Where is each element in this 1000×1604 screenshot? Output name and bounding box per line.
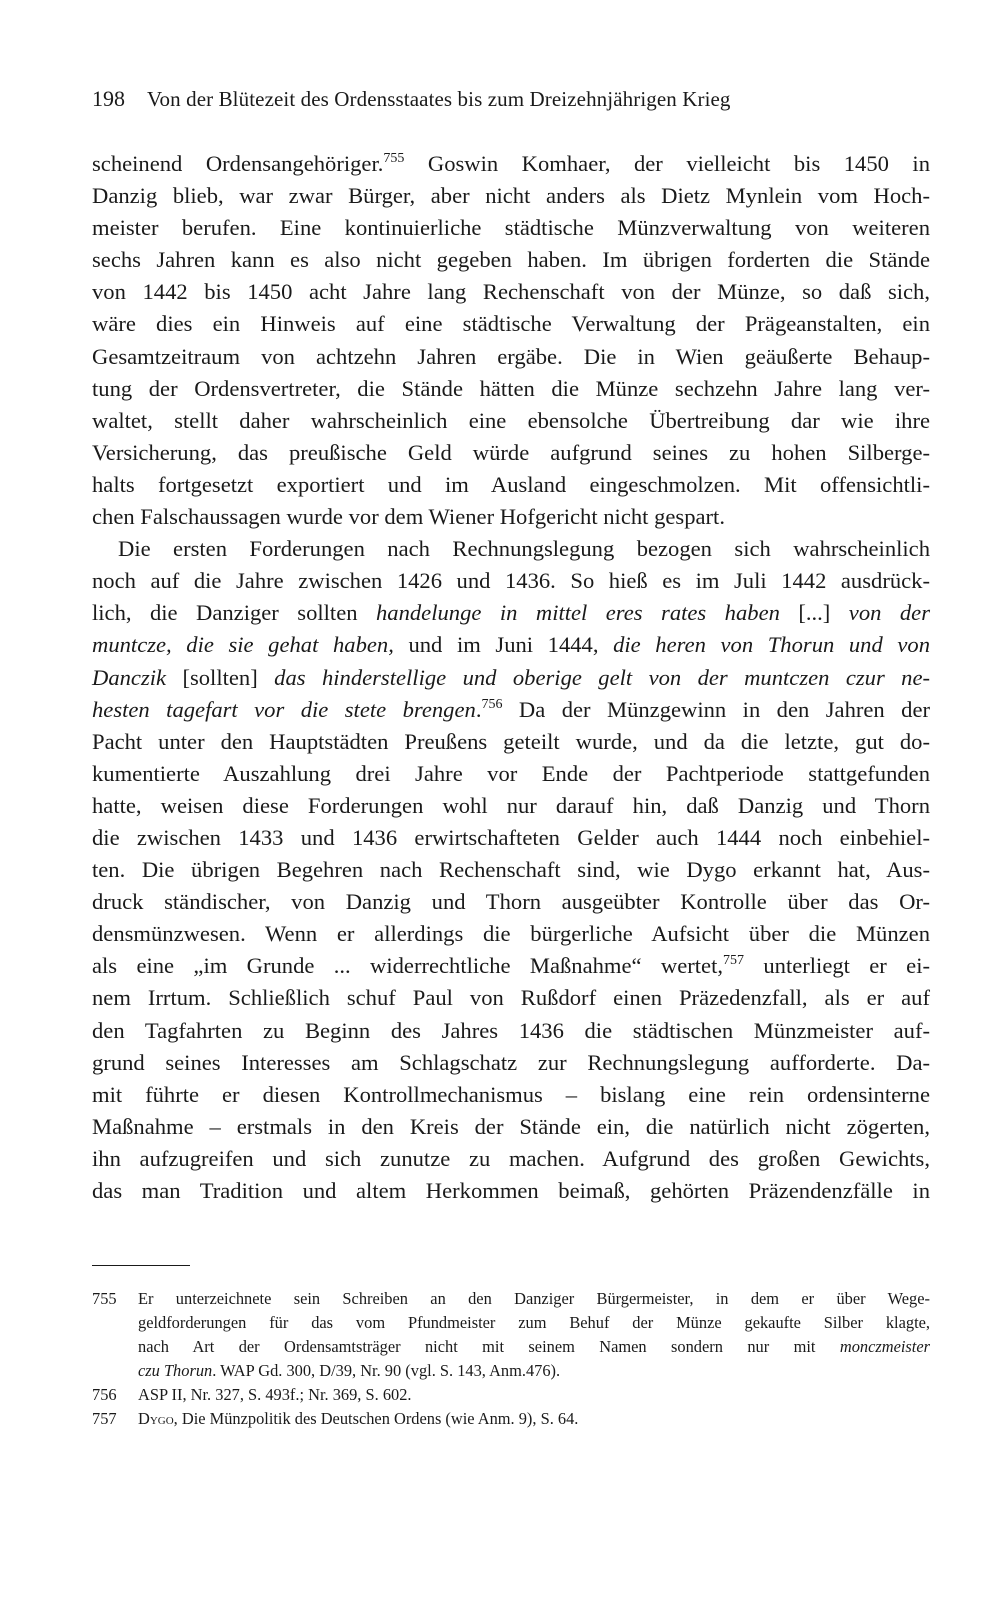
text-line: von 1442 bis 1450 acht Jahre lang Rechenschaft von der Münze, so daß sich, [92,279,930,305]
running-header [92,86,930,126]
footnote-number: 756 [92,1385,117,1405]
footnote-ref-755[interactable]: 755 [383,151,405,166]
text-line: druck ständischer, von Danzig und Thorn ausgeübter Kontrolle über das Or- [92,889,930,915]
author-small-caps: Dygo [138,1409,174,1429]
footnotes [92,1287,930,1431]
page-number: 198 [92,86,125,111]
running-title: Von der Blütezeit des Ordensstaates bis zum Dreizehnjährigen Krieg [147,87,731,111]
footnote-number: 755 [92,1289,117,1309]
text-line: ten. Die übrigen Begehren nach Rechenschaft sind, wie Dygo erkannt hat, Aus- [92,857,930,883]
text-line: das man Tradition und altem Herkommen beimaß, gehörten Präzendenzfälle in [92,1178,930,1203]
footnote-757 [92,1407,930,1431]
text-line: Maßnahme – erstmals in den Kreis der Stände ein, die natürlich nicht zögerten, [92,1113,930,1139]
text-line: meister berufen. Eine kontinuierliche städtische Münzverwaltung von weiteren [92,215,930,241]
footnote-756 [92,1383,930,1407]
text-line: Gesamtzeitraum von achtzehn Jahren ergäbe. Die in Wien geäußerte Behaup- [92,343,930,369]
footnote-line: geldforderungen für das vom Pfundmeister zum Behuf der Münze gekaufte Silber klagte, [138,1313,930,1333]
text-line: kumentierte Auszahlung drei Jahre vor Ende der Pachtperiode stattgefunden [92,760,930,786]
text-line: waltet, stellt daher wahrscheinlich eine ebensolche Übertreibung dar wie ihre [92,407,930,433]
text-line: sechs Jahren kann es also nicht gegeben haben. Im übrigen forderten die Stände [92,247,930,273]
quote-italic: hesten tagefart vor die stete brengen [92,696,476,722]
footnote-divider [92,1265,190,1266]
footnote-line: nach Art der Ordensamtsträger nicht mit seinem Namen sondern nur mit monczmeister [138,1337,930,1357]
text-line: lich, die Danziger sollten handelunge in mittel eres rates haben [...] von der [92,600,930,626]
quote-italic: von der [848,600,930,626]
quote-italic: handelunge in mittel eres rates haben [375,600,780,626]
quote-italic: muntcze, die sie gehat haben, [92,632,394,658]
text-line: Pacht unter den Hauptstädten Preußens geteilt wurde, und da die letzte, gut do- [92,728,930,754]
text-line: Danczik [sollten] das hinderstellige und oberige gelt von der muntczen czur ne- [92,664,931,690]
text-line: scheinend Ordensangehöriger.$^{755}$ Goswin Komhaer, der vielleicht bis 1450 in [92,151,930,176]
footnote-line: Er unterzeichnete sein Schreiben an den Danziger Bürgermeister, in dem er über Wege- [138,1289,930,1309]
text-line: die zwischen 1433 und 1436 erwirtschafteten Gelder auch 1444 noch einbehiel- [92,824,930,850]
text-line: hatte, weisen diese Forderungen wohl nur darauf hin, daß Danzig und Thorn [92,792,930,818]
text-line: Die ersten Forderungen nach Rechnungslegung bezogen sich wahrscheinlich [118,536,930,562]
text-line: hesten tagefart vor die stete brengen.$^{756}$ Da der Münzgewinn in den Jahren der [92,696,931,722]
text-line: densmünzwesen. Wenn er allerdings die bürgerliche Aufsicht über die Münzen [92,921,930,947]
footnote-ref-757[interactable]: 757 [723,953,744,969]
text-line: den Tagfahrten zu Beginn des Jahres 1436 die städtischen Münzmeister auf- [92,1017,930,1043]
page [92,86,930,1431]
footnote-755 [92,1287,930,1383]
text-line: ihn aufzugreifen und sich zunutze zu machen. Aufgrund des großen Gewichts, [92,1145,930,1171]
footnote-number: 757 [92,1409,117,1429]
footnote-ref-756[interactable]: 756 [481,696,503,712]
quote-italic: Danczik [92,664,167,690]
text-line: wäre dies ein Hinweis auf eine städtische Verwaltung der Prägeanstalten, ein [92,311,930,337]
text-line: chen Falschaussagen wurde vor dem Wiener Hofgericht nicht gespart. [92,504,725,530]
body-text [92,148,930,1207]
quote-italic: monczmeister [839,1337,930,1357]
footnote-line: czu Thorun. WAP Gd. 300, D/39, Nr. 90 (vgl. S. 143, Anm.476). [138,1361,561,1381]
text-line: Danzig blieb, war zwar Bürger, aber nicht anders als Dietz Mynlein vom Hoch- [92,183,930,209]
text-line: grund seines Interesses am Schlagschatz zur Rechnungslegung aufforderte. Da- [92,1049,930,1075]
text-line: als eine „im Grunde ... widerrechtliche Maßnahme“ wertet,$^{757}$ unterliegt er ei- [92,953,930,979]
quote-italic: das hinderstellige und oberige gelt von der muntczen czur ne- [274,664,931,690]
text-line: muntcze, die sie gehat haben, und im Juni 1444, die heren von Thorun und von [92,632,930,658]
text-line: Versicherung, das preußische Geld würde aufgrund seines zu hohen Silberge- [92,439,930,465]
text-line: halts fortgesetzt exportiert und im Ausland eingeschmolzen. Mit offensichtli- [92,471,930,497]
text-line: tung der Ordensvertreter, die Stände hätten die Münze sechzehn Jahre lang ver- [92,375,930,401]
quote-italic: die heren von Thorun und von [613,632,930,658]
quote-italic: czu Thorun [138,1361,213,1381]
footnote-line: ASP II, Nr. 327, S. 493f.; Nr. 369, S. 602. [138,1385,412,1405]
text-line: noch auf die Jahre zwischen 1426 und 1436. So hieß es im Juli 1442 ausdrück- [92,568,930,594]
footnote-line: Dygo, Die Münzpolitik des Deutschen Ordens (wie Anm. 9), S. 64. [138,1409,579,1429]
text-line: nem Irrtum. Schließlich schuf Paul von Rußdorf einen Präzedenzfall, als er auf [92,985,930,1011]
text-line: mit führte er diesen Kontrollmechanismus – bislang eine rein ordensinterne [92,1081,930,1107]
